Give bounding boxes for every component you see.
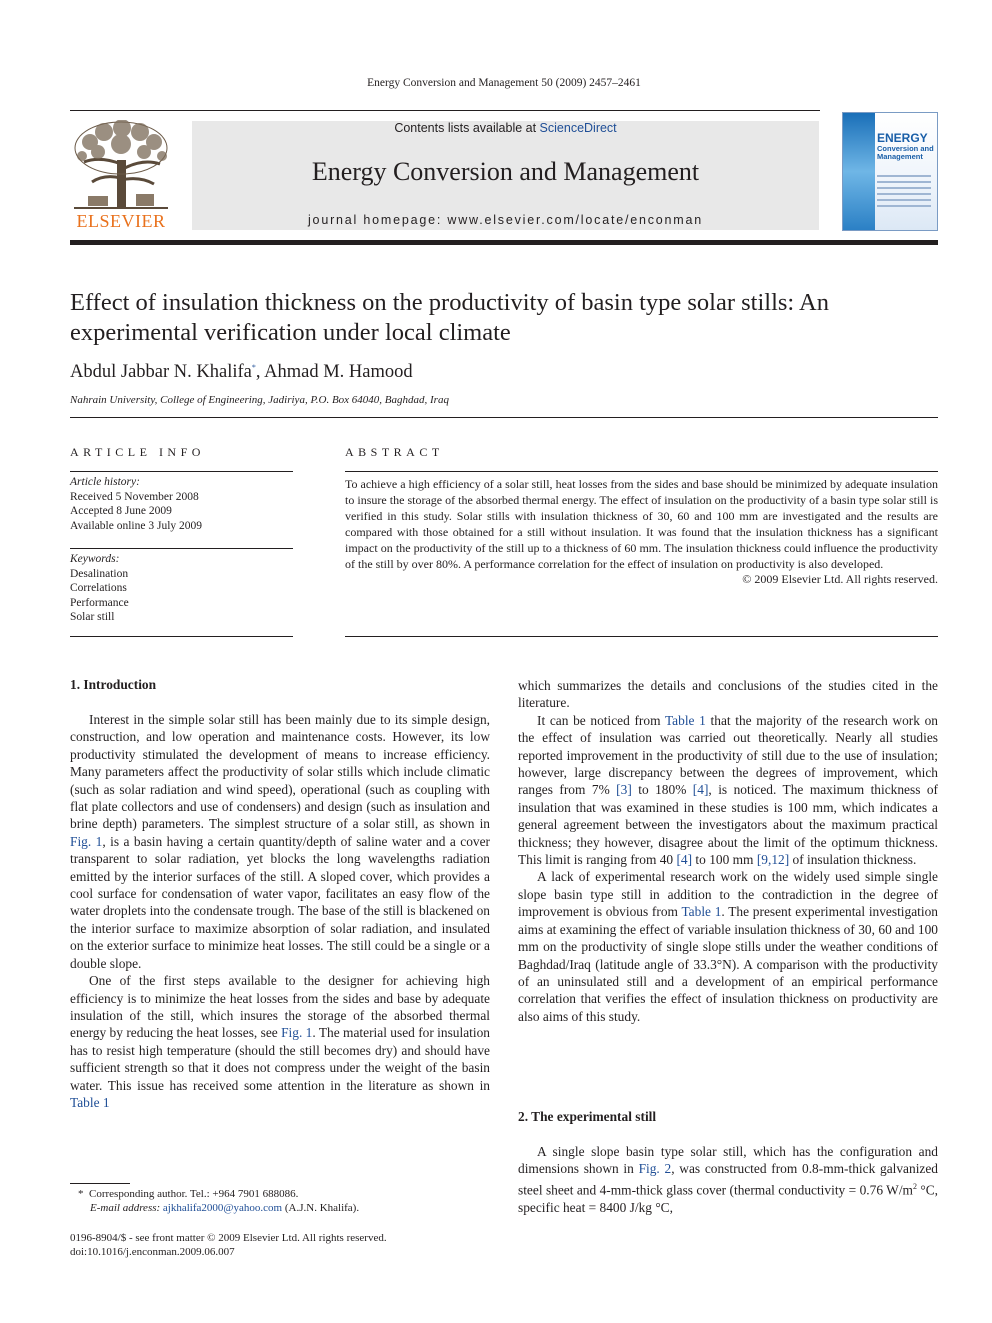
reference-link[interactable]: [4] (692, 782, 709, 798)
keyword: Performance (70, 596, 129, 609)
author-affiliation: Nahrain University, College of Engineering, Jadiriya, P.O. Box 64040, Baghdad, Iraq (70, 394, 449, 406)
article-title: Effect of insulation thickness on the productivity of basin type solar stills: An experimental verification under local climate (70, 289, 829, 346)
figure-link[interactable]: Fig. 1 (70, 833, 103, 849)
abstract-rule (345, 636, 938, 637)
email-label: E-mail address: (90, 1202, 163, 1214)
footnote-mark: * (78, 1188, 84, 1200)
table-link[interactable]: Table 1 (681, 904, 722, 920)
footnote-contact: Corresponding author. Tel.: +964 7901 688086. (89, 1188, 299, 1200)
author-name[interactable]: Ahmad M. Hamood (264, 362, 413, 382)
history-label: Article history: (70, 476, 140, 488)
history-accepted: Accepted 8 June 2009 (70, 505, 172, 517)
author-name[interactable]: Abdul Jabbar N. Khalifa (70, 362, 252, 382)
article-info-heading: ARTICLE INFO (70, 445, 205, 459)
paragraph: Interest in the simple solar still has been mainly due to its simple design, construction, and low operation and maintenance costs. However, its low productivity stimulated the development of means to increase efficiency. Many parameters affect the productivity of solar stills which include climatic (such as solar radiation and wind speed), operational (such as coupling with flat plate collectors and use of condensers) and design (such as insulation and brine depth) parameters. The simplest structure of a solar still, as shown in Fig. 1, is a basin having a certain quantity/depth of saline water and a cover transparent to solar radiation, yet blocks the long wavelengths radiation emitted by the interior surfaces of the still. A sloped cover, which provides a cool surface for condensation of water vapor, facilitates an easy flow of the water droplets into the condensate trough. The base of the still is blackened on the interior surface to maximize absorption of solar radiation, and insulated on the exterior surface to minimize heat losses. The still could be a single or a double slope. (70, 712, 490, 971)
keywords-label: Keywords: (70, 553, 120, 565)
elsevier-logo (70, 120, 172, 232)
abstract-rule (345, 471, 938, 472)
contents-line (192, 121, 819, 135)
journal-homepage-link[interactable]: journal homepage: www.elsevier.com/locate/enconman (307, 213, 704, 227)
paragraph: which summarizes the details and conclusions of the studies cited in the literature. (518, 678, 938, 711)
cover-text-line (877, 205, 931, 207)
article-history (70, 475, 202, 533)
cover-text-line (877, 175, 931, 177)
reference-link[interactable]: [9,12] (756, 852, 790, 868)
cover-text-line (877, 187, 931, 189)
abstract-text: To achieve a high efficiency of a solar still, heat losses from the sides and base should be minimized by adequate insulation to insure the storage of the absorbed thermal energy. The effect of insulation on the productivity of a basin type solar still is verified in this study. Solar stills with insulation thickness of 30, 60 and 100 mm are investigated and the results are compared with those obtained for a still without insulation. It was found that the insulation thickness has a significant impact on the productivity of the still up to a thickness of 60 mm. The insulation thickness could influence the productivity of the still by over 80%. A performance correlation for the effect of insulation on productivity is also developed. (345, 477, 938, 571)
paragraph: A single slope basin type solar still, which has the configuration and dimensions shown in Fig. 2, was constructed from 0.8-mm-thick galvanized steel sheet and 4-mm-thick glass cover (thermal conductivity = 0.76 $W/m^2$ °C, specific heat = 8400 J/kg °C, (518, 1144, 939, 1215)
email-suffix: (A.J.N. Khalifa). (282, 1202, 360, 1214)
issn-line: 0196-8904/$ - see front matter © 2009 Elsevier Ltd. All rights reserved. (70, 1232, 387, 1244)
body-column-left (70, 711, 490, 1111)
contents-prefix: Contents lists available at (394, 121, 540, 135)
info-rule (70, 636, 293, 637)
paragraph: It can be noticed from Table 1 that the majority of the research work on the effect of insulation was carried out theoretically. Nearly all studies reported improvement in the productivity of still due to the use of insulation; however, large discrepancy between the degrees of improvement, which ranges from 7% [3] to 180% [4], is noticed. The maximum thickness of insulation that was examined in these studies is 100 mm, which indicates a general agreement between the investigators about the maximum practical thickness; they however, disagree about the limit of the optimum thickness. This limit is ranging from 40 [4] to 100 mm [9,12] of insulation thickness. (518, 712, 939, 868)
history-online: Available online 3 July 2009 (70, 519, 203, 532)
abstract-copyright: © 2009 Elsevier Ltd. All rights reserved. (742, 572, 938, 587)
corresponding-author-footnote (78, 1187, 359, 1215)
abstract-body (345, 477, 938, 588)
doi-line[interactable]: doi:10.1016/j.enconman.2009.06.007 (70, 1246, 235, 1258)
cover-subtitle: Conversion and Management (877, 144, 934, 161)
paragraph: A lack of experimental research work on the widely used simple single slope basin type still in addition to the contradiction in the degree of improvement is obvious from Table 1. The present experimental investigation aims at examining the effect of variable insulation thickness of 30, 60 and 100 mm on the productivity of single slope stills under the weather conditions of Baghdad/Iraq (latitude angle of 33.3°N). A comparison with the productivity of an uninsulated still and a development of an empirical performance correlation that verifies the effect of insulation thickness on productivity are also aims of this study. (518, 869, 938, 1024)
affiliation-rule (70, 417, 938, 418)
author-separator: , (255, 362, 265, 382)
cover-title: ENERGY (877, 131, 928, 145)
publication-info (70, 1231, 387, 1259)
journal-citation: Energy Conversion and Management 50 (2009) 2457–2461 (367, 77, 641, 89)
keyword: Desalination (70, 567, 129, 580)
author-email-link[interactable]: ajkhalifa2000@yahoo.com (162, 1202, 283, 1214)
masthead-rule (70, 240, 938, 245)
body-column-right (518, 677, 938, 1025)
elsevier-wordmark: ELSEVIER (76, 211, 166, 231)
info-rule (70, 548, 293, 549)
cover-image-strip (843, 113, 875, 230)
reference-link[interactable]: [4] (676, 852, 693, 868)
header-rule (70, 110, 820, 111)
keywords (70, 552, 129, 625)
paragraph: One of the first steps available to the designer for achieving high efficiency is to minimize the heat losses from the sides and base by adequate insulation of the still, which insures the storage of the absorbed thermal energy by reducing the heat losses, see Fig. 1. The material used for insulation has to resist high temperature (should the still becomes dry) and should have sufficient strength so that it does not compress under the weight of the basin water. This issue has received some attention in the literature as shown in Table 1 (70, 973, 490, 1110)
keyword: Correlations (70, 582, 127, 594)
table-link[interactable]: Table 1 (664, 712, 706, 728)
keyword: Solar still (70, 611, 115, 623)
elsevier-tree-icon (70, 120, 172, 212)
corresponding-author-mark[interactable]: * (251, 362, 256, 372)
table-link[interactable]: Table 1 (70, 1094, 110, 1110)
info-rule (70, 471, 293, 472)
journal-masthead (192, 121, 819, 230)
cover-text-line (877, 181, 931, 183)
figure-link[interactable]: Fig. 2 (638, 1161, 672, 1177)
footnote-rule (70, 1183, 130, 1184)
cover-text-line (877, 199, 931, 201)
section-heading: 1. Introduction (70, 677, 157, 692)
journal-cover-thumbnail (842, 112, 938, 231)
body-column-right-continued (518, 1143, 938, 1216)
reference-link[interactable]: [3] (616, 782, 632, 798)
abstract-heading: ABSTRACT (345, 445, 444, 459)
journal-title: Energy Conversion and Management (311, 157, 700, 186)
sciencedirect-link[interactable]: ScienceDirect (539, 121, 617, 135)
author-list (70, 362, 413, 383)
cover-text-line (877, 193, 931, 195)
figure-link[interactable]: Fig. 1 (281, 1025, 313, 1041)
section-heading: 2. The experimental still (518, 1109, 657, 1124)
history-received: Received 5 November 2008 (70, 490, 199, 503)
